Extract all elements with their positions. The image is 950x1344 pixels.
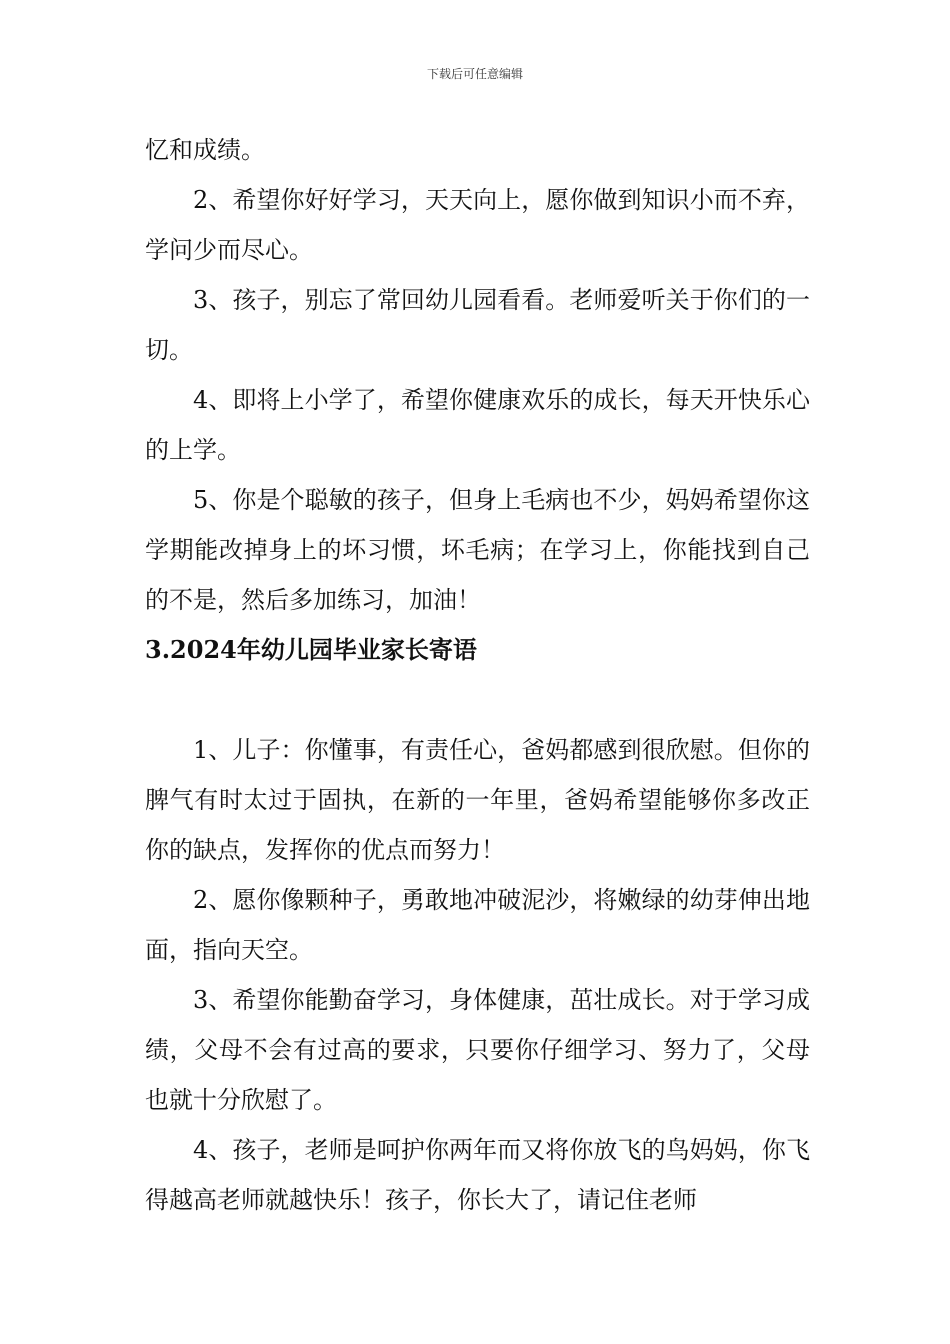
paragraph-continuation: 忆和成绩。 (145, 136, 265, 164)
paragraph-item: 1、儿子：你懂事，有责任心，爸妈都感到很欣慰。但你的脾气有时太过于固执，在新的一年里，爸妈希望能够你多改正你的缺点，发挥你的优点而努力！ (145, 736, 810, 864)
section-heading: 3.2024年幼儿园毕业家长寄语 (145, 635, 477, 664)
paragraph-item: 2、愿你像颗种子，勇敢地冲破泥沙，将嫩绿的幼芽伸出地面，指向天空。 (145, 886, 810, 964)
page-header-note: 下载后可任意编辑 (426, 67, 523, 81)
paragraph-item: 2、希望你好好学习，天天向上，愿你做到知识小而不弃，学问少而尽心。 (145, 186, 810, 264)
paragraph-item: 5、你是个聪敏的孩子，但身上毛病也不少，妈妈希望你这学期能改掉身上的坏习惯，坏毛病；在学习上，你能找到自己的不是，然后多加练习，加油！ (145, 486, 810, 614)
paragraph-item: 3、孩子，别忘了常回幼儿园看看。老师爱听关于你们的一切。 (145, 286, 810, 364)
paragraph-item: 4、即将上小学了，希望你健康欢乐的成长，每天开快乐心的上学。 (145, 386, 810, 464)
document-body (145, 125, 810, 1225)
paragraph-item: 4、孩子，老师是呵护你两年而又将你放飞的鸟妈妈，你飞得越高老师就越快乐！孩子，你长大了，请记住老师 (145, 1136, 810, 1214)
paragraph-item: 3、希望你能勤奋学习，身体健康，茁壮成长。对于学习成绩，父母不会有过高的要求，只要你仔细学习、努力了，父母也就十分欣慰了。 (145, 986, 810, 1114)
